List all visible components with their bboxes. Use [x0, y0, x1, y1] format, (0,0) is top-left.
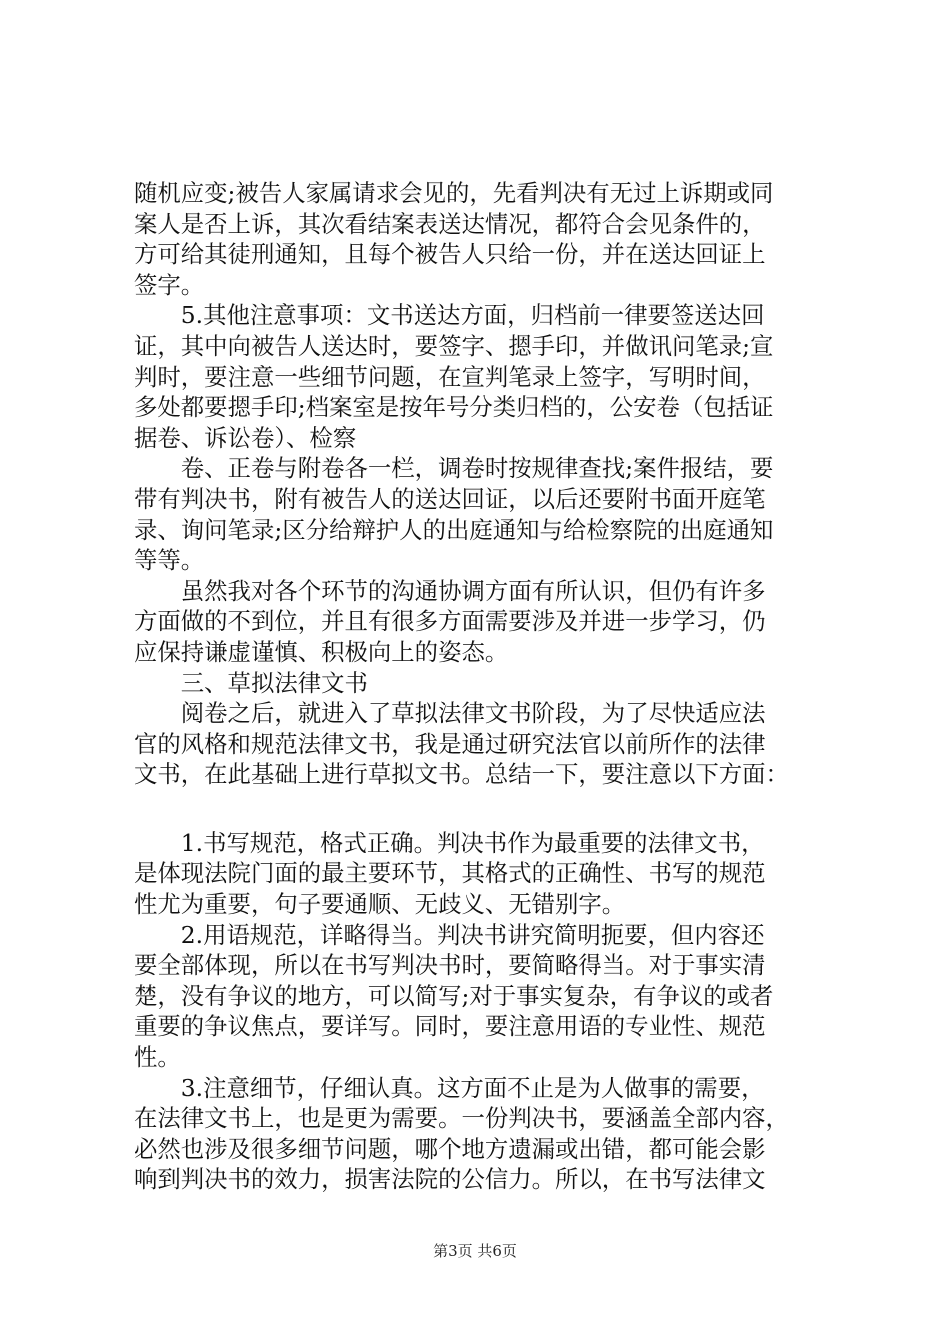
text-line: 性。	[134, 1043, 181, 1072]
text-line: 卷、正卷与附卷各一栏，调卷时按规律查找;案件报结，要	[134, 454, 774, 483]
text-line: 多处都要摁手印;档案室是按年号分类归档的，公安卷（包括证	[134, 393, 774, 422]
text-line: 5.其他注意事项：文书送达方面，归档前一律要签送达回	[134, 301, 765, 330]
page-number-label: 第3页 共6页	[433, 1242, 517, 1260]
text-line: 随机应变;被告人家属请求会见的，先看判决有无过上诉期或同	[134, 179, 774, 207]
text-line: 文书，在此基础上进行草拟文书。总结一下，要注意以下方面：	[134, 760, 789, 789]
text-line: 签字。	[134, 270, 205, 299]
text-line: 是体现法院门面的最主要环节，其格式的正确性、书写的规范	[134, 859, 766, 888]
page-footer	[0, 1240, 950, 1261]
text-line: 1.书写规范，格式正确。判决书作为最重要的法律文书，	[134, 828, 765, 857]
text-line: 带有判决书，附有被告人的送达回证，以后还要附书面开庭笔	[134, 484, 766, 513]
text-line: 录、询问笔录;区分给辩护人的出庭通知与给检察院的出庭通知	[134, 515, 774, 544]
text-line: 官的风格和规范法律文书，我是通过研究法官以前所作的法律	[134, 729, 766, 758]
text-line: 2.用语规范，详略得当。判决书讲究简明扼要，但内容还	[134, 920, 765, 949]
text-line: 证，其中向被告人送达时，要签字、摁手印，并做讯问笔录;宣	[134, 331, 774, 360]
text-line: 虽然我对各个环节的沟通协调方面有所认识，但仍有许多	[134, 576, 766, 605]
text-line: 应保持谦虚谨慎、积极向上的姿态。	[134, 637, 509, 666]
text-line: 重要的争议焦点，要详写。同时，要注意用语的专业性、规范	[134, 1012, 766, 1041]
text-line: 要全部体现，所以在书写判决书时，要简略得当。对于事实清	[134, 951, 766, 980]
text-line: 响到判决书的效力，损害法院的公信力。所以，在书写法律文	[134, 1165, 766, 1194]
text-line: 阅卷之后，就进入了草拟法律文书阶段，为了尽快适应法	[134, 699, 766, 728]
text-line: 在法律文书上，也是更为需要。一份判决书，要涵盖全部内容，	[134, 1104, 789, 1133]
text-line: 判时，要注意一些细节问题，在宣判笔录上签字，写明时间，	[134, 362, 766, 391]
body-text	[134, 178, 834, 1195]
text-line: 案人是否上诉，其次看结案表送达情况，都符合会见条件的，	[134, 209, 766, 238]
text-line: 性尤为重要，句子要通顺、无歧义、无错别字。	[134, 890, 626, 919]
text-line: 方面做的不到位，并且有很多方面需要涉及并进一步学习，仍	[134, 607, 766, 636]
text-line: 据卷、诉讼卷）、检察	[134, 423, 357, 452]
paragraph-gap	[134, 790, 834, 828]
text-line: 楚，没有争议的地方，可以简写;对于事实复杂，有争议的或者	[134, 981, 774, 1010]
text-line: 等等。	[134, 546, 205, 575]
section-heading: 三、草拟法律文书	[134, 668, 368, 697]
text-line: 必然也涉及很多细节问题，哪个地方遗漏或出错，都可能会影	[134, 1134, 766, 1163]
text-line: 方可给其徒刑通知，且每个被告人只给一份，并在送达回证上	[134, 240, 766, 269]
text-line: 3.注意细节，仔细认真。这方面不止是为人做事的需要，	[134, 1073, 765, 1102]
